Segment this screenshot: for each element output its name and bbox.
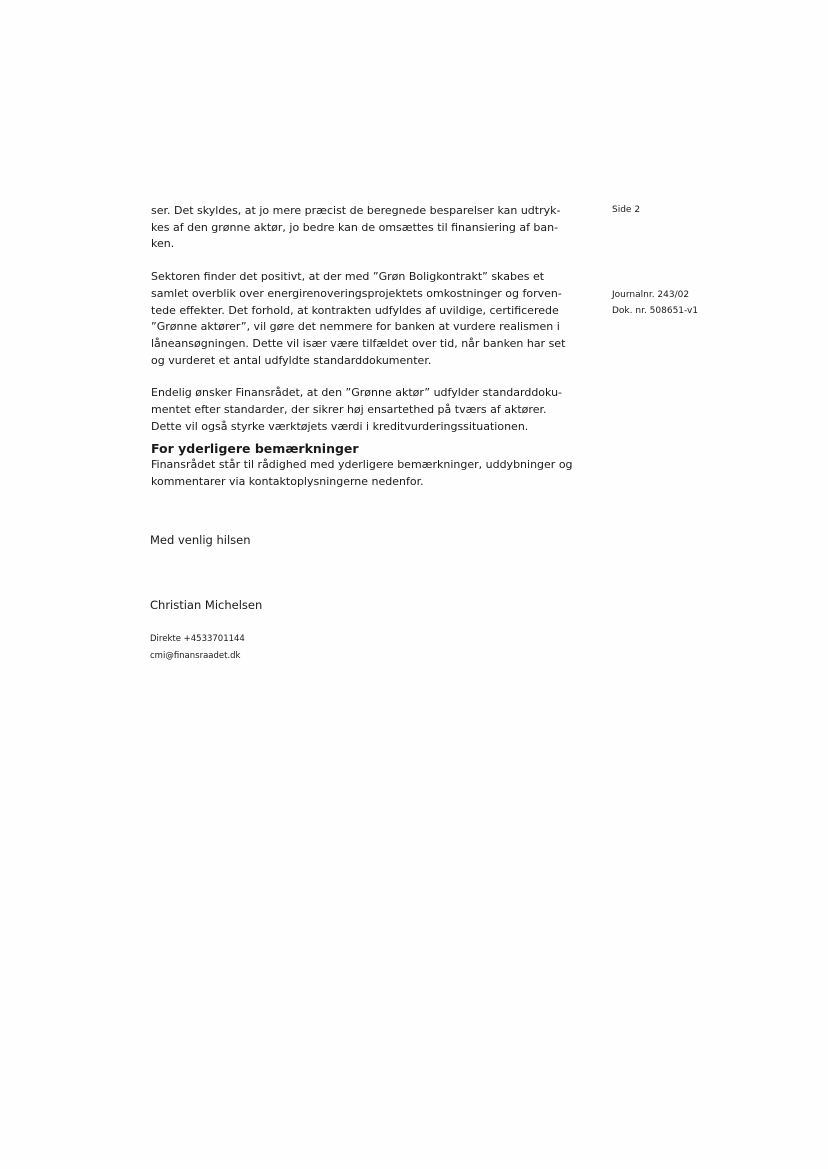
direct-phone: Direkte +4533701144 — [150, 634, 245, 644]
journal-number: Journalnr. 243/02 — [612, 290, 690, 300]
paragraph-3: Endelig ønsker Finansrådet, at den ”Grønne aktør” udfylder standarddoku- mentet efter standarder, der sikrer høj ensartethed på tværs af aktører. Dette vil også styrke værktøjets værdi i kreditvurderingssituationen. — [151, 386, 563, 433]
paragraph-1: ser. Det skyldes, at jo mere præcist de beregnede besparelser kan udtryk- kes af den grønne aktør, jo bedre kan de omsættes til finansiering af ban- ken. — [151, 204, 561, 251]
paragraph-2: Sektoren finder det positivt, at der med ”Grøn Boligkontrakt” skabes et samlet overblik over energirenoveringsprojektets omkostninger og forven- tede effekter. Det forhold, at kontrakten udfyldes af uvildige, certificerede ”Grønne aktører”, vil gøre det nemmere for banken at vurdere realismen i låneansøgningen. Dette vil især være tilfældet over tid, når banken har set og vurderet et antal udfyldte standarddokumenter. — [151, 270, 566, 367]
paragraph-4: Finansrådet står til rådighed med yderligere bemærkninger, uddybninger og kommentarer via kontaktoplysningerne nedenfor. — [151, 458, 573, 489]
section-heading: For yderligere bemærkninger — [151, 441, 359, 457]
document-number: Dok. nr. 508651-v1 — [612, 305, 699, 316]
page-number-block — [612, 204, 812, 216]
signatory-name: Christian Michelsen — [150, 598, 263, 612]
email-address: cmi@finansraadet.dk — [150, 651, 241, 661]
greeting: Med venlig hilsen — [150, 533, 251, 547]
reference-block — [612, 288, 812, 319]
page-label: Side 2 — [612, 205, 641, 215]
letter-body — [151, 203, 581, 491]
